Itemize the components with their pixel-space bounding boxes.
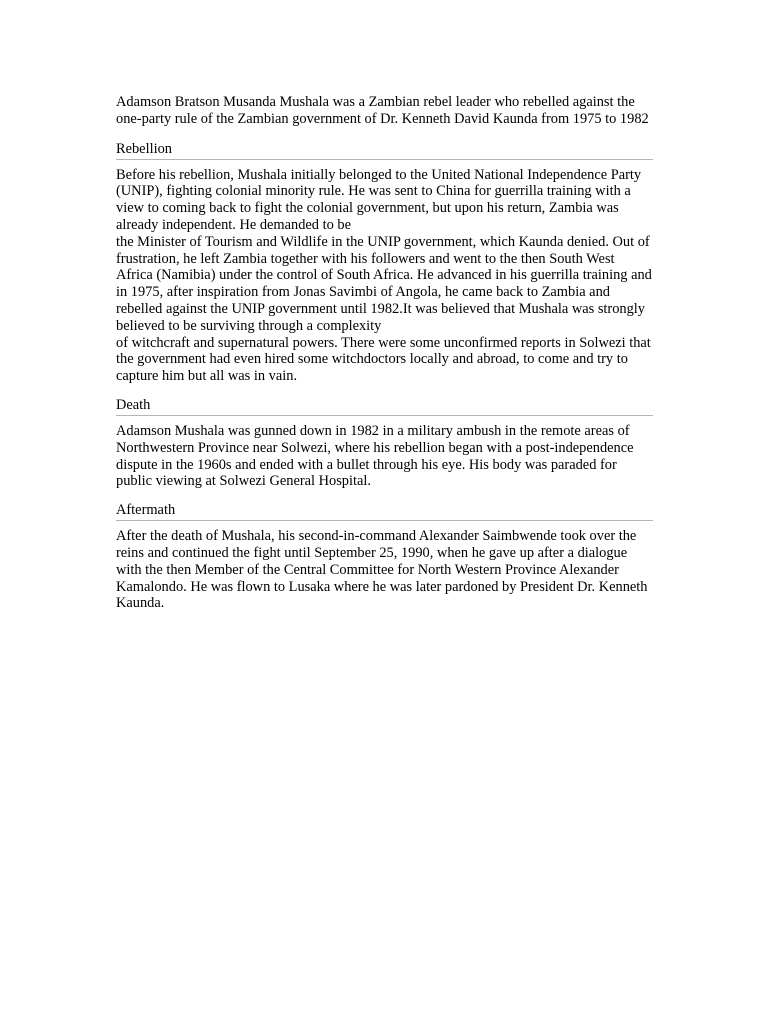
- paragraph-line: the Minister of Tourism and Wildlife in the UNIP government, which Kaunda denied. Out of frustration, he left Zambia together with his followers and went to the then South West Africa (Namibia) under the control of South Africa. He advanced in his guerrilla training and in 1975, after inspiration from Jonas Savimbi of Angola, he came back to Zambia and rebelled against the UNIP government until 1982.It was believed that Mushala was strongly believed to be surviving through a complexity: [116, 233, 652, 334]
- section-heading-rebellion: Rebellion: [116, 141, 653, 160]
- paragraph-line: of witchcraft and supernatural powers. There were some unconfirmed reports in Solwezi that the government had even hired some witchdoctors locally and abroad, to come and try to capture him but all was in vain.: [116, 334, 651, 385]
- section-body-aftermath: [116, 528, 653, 612]
- section-rebellion: [116, 141, 653, 385]
- section-heading-death: Death: [116, 397, 653, 416]
- section-aftermath: [116, 502, 653, 612]
- document-page: [116, 94, 653, 624]
- section-body-death: [116, 423, 653, 490]
- intro-paragraph: Adamson Bratson Musanda Mushala was a Zambian rebel leader who rebelled against the one-party rule of the Zambian government of Dr. Kenneth David Kaunda from 1975 to 1982: [116, 94, 649, 127]
- paragraph-line: Adamson Mushala was gunned down in 1982 in a military ambush in the remote areas of Northwestern Province near Solwezi, where his rebellion began with a post-independence dispute in the 1960s and ended with a bullet through his eye. His body was paraded for public viewing at Solwezi General Hospital.: [116, 422, 634, 490]
- section-death: [116, 397, 653, 490]
- section-heading-aftermath: Aftermath: [116, 502, 653, 521]
- section-body-rebellion: [116, 167, 653, 385]
- paragraph-line: After the death of Mushala, his second-in-command Alexander Saimbwende took over the reins and continued the fight until September 25, 1990, when he gave up after a dialogue with the then Member of the Central Committee for North Western Province Alexander Kamalondo. He was flown to Lusaka where he was later pardoned by President Dr. Kenneth Kaunda.: [116, 528, 648, 612]
- paragraph-line: Before his rebellion, Mushala initially belonged to the United National Independence Party (UNIP), fighting colonial minority rule. He was sent to China for guerrilla training with a view to coming back to fight the colonial government, but upon his return, Zambia was already independent. He demanded to be: [116, 166, 642, 233]
